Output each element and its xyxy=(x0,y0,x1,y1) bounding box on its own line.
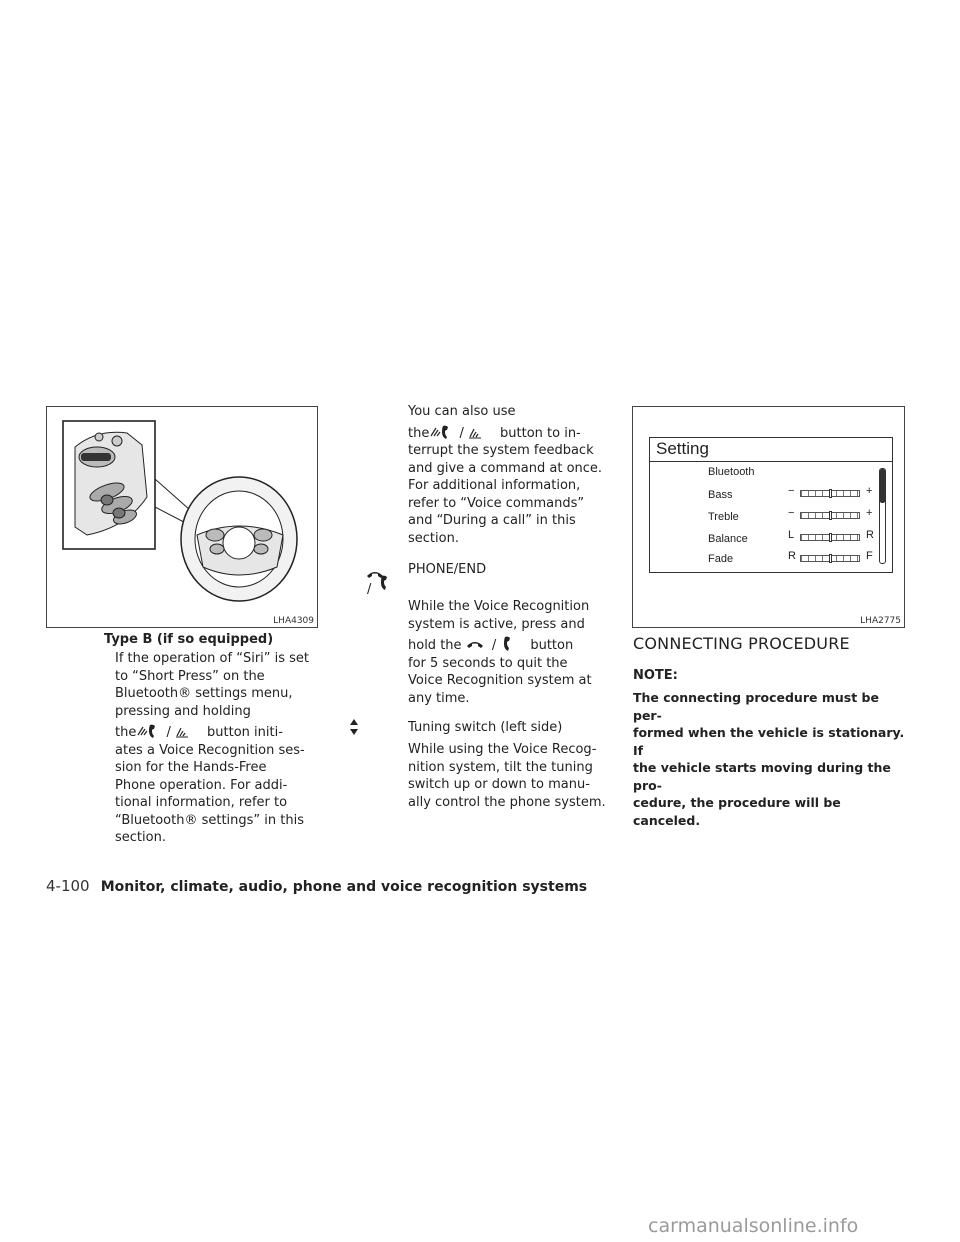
text-line: formed when the vehicle is stationary. If xyxy=(633,725,905,758)
chapter-title: Monitor, climate, audio, phone and voice recognition systems xyxy=(100,879,588,895)
treble-label: Treble xyxy=(708,511,739,523)
setting-screen-figure xyxy=(632,406,905,628)
page-footer xyxy=(46,876,587,895)
text-line: tional information, refer to xyxy=(115,795,288,810)
fade-slider xyxy=(800,555,860,562)
text-line: switch up or down to manu- xyxy=(408,777,590,792)
setting-screen xyxy=(649,437,893,573)
note-paragraph xyxy=(633,689,908,829)
phone-end-label: PHONE/END xyxy=(408,562,487,577)
treble-slider xyxy=(800,512,860,519)
text-fragment: button to in- xyxy=(500,425,581,441)
text-line: section. xyxy=(115,830,166,845)
fade-right-symbol: F xyxy=(866,550,873,562)
text-line: refer to “Voice commands” xyxy=(408,495,585,511)
talk-phone-icon xyxy=(136,723,158,739)
text-line: ates a Voice Recognition ses- xyxy=(115,742,305,758)
text-line: “Bluetooth® settings” in this xyxy=(115,812,304,828)
text-line: the vehicle starts moving during the pro- xyxy=(633,760,891,793)
text-line: ally control the phone system. xyxy=(408,794,606,810)
text-line: If the operation of “Siri” is set xyxy=(115,651,310,666)
slider-knob xyxy=(829,554,832,563)
text-fragment: the xyxy=(115,725,137,740)
balance-label: Balance xyxy=(708,533,748,545)
tuning-switch-label: Tuning switch (left side) xyxy=(408,720,563,735)
watermark: carmanualsonline.info xyxy=(648,1215,859,1237)
text-line: any time. xyxy=(408,690,470,706)
phone-end-icon xyxy=(366,564,384,574)
text-line: for 5 seconds to quit the xyxy=(408,655,568,671)
fade-label: Fade xyxy=(708,553,734,565)
text-line: Voice Recognition system at xyxy=(408,673,592,688)
phone-icon xyxy=(500,636,512,652)
bass-right-symbol: + xyxy=(866,485,873,497)
phone-end-icon xyxy=(466,636,484,652)
bass-slider xyxy=(800,490,860,497)
text-line: While using the Voice Recog- xyxy=(408,742,597,757)
voice-icon xyxy=(468,424,482,440)
phone-icon xyxy=(377,575,389,591)
text-line: and give a command at once. xyxy=(408,460,603,476)
note-label: NOTE: xyxy=(633,668,678,683)
text-line-with-icons xyxy=(115,723,320,742)
balance-right-symbol: R xyxy=(866,529,874,541)
text-line: nition system, tilt the tuning xyxy=(408,759,593,775)
text-line: You can also use xyxy=(408,404,516,419)
slider-knob xyxy=(829,489,832,498)
figure-code: LHA2775 xyxy=(860,616,901,626)
text-line: While the Voice Recognition xyxy=(408,599,590,614)
text-fragment: hold the xyxy=(408,638,462,653)
bass-left-symbol: − xyxy=(788,485,795,497)
fade-left-symbol: R xyxy=(788,550,796,562)
page-number: 4-100 xyxy=(46,877,90,895)
balance-slider xyxy=(800,534,860,541)
text-fragment: / xyxy=(459,425,464,441)
text-line: and “During a call” in this xyxy=(408,513,576,528)
interrupt-paragraph xyxy=(408,403,618,547)
treble-right-symbol: + xyxy=(866,507,873,519)
text-fragment: / xyxy=(166,725,171,740)
text-line: sion for the Hands-Free xyxy=(115,760,267,775)
steering-wheel-illustration xyxy=(47,407,317,627)
slider-knob xyxy=(829,511,832,520)
voice-icon xyxy=(175,723,189,739)
text-fragment: button initi- xyxy=(207,725,283,740)
setting-title: Setting xyxy=(650,438,892,462)
icon-separator: / xyxy=(367,582,372,597)
text-line: system is active, press and xyxy=(408,616,585,632)
bass-label: Bass xyxy=(708,489,733,501)
slider-knob xyxy=(829,533,832,542)
figure-caption: Type B (if so equipped) xyxy=(104,632,274,647)
tuning-switch-icon xyxy=(349,718,359,736)
text-line-with-icons xyxy=(408,636,618,655)
text-line: The connecting procedure must be per- xyxy=(633,690,879,723)
quit-paragraph xyxy=(408,598,618,707)
text-line: terrupt the system feedback xyxy=(408,443,594,458)
text-line: pressing and holding xyxy=(115,703,251,719)
tuning-paragraph xyxy=(408,741,623,811)
text-fragment: the xyxy=(408,425,430,441)
scrollbar-thumb xyxy=(880,469,885,503)
figure-code: LHA4309 xyxy=(273,616,314,626)
siri-paragraph xyxy=(115,650,320,847)
bluetooth-menu-item: Bluetooth xyxy=(708,466,755,478)
text-line-with-icons xyxy=(408,424,618,443)
section-heading: CONNECTING PROCEDURE xyxy=(633,634,850,653)
talk-phone-icon xyxy=(429,424,451,440)
text-fragment: button xyxy=(530,638,574,653)
text-line: to “Short Press” on the xyxy=(115,668,265,684)
text-line: Phone operation. For addi- xyxy=(115,777,288,793)
text-fragment: / xyxy=(491,638,497,653)
setting-scrollbar xyxy=(879,468,886,564)
text-line: section. xyxy=(408,530,459,546)
text-line: cedure, the procedure will be canceled. xyxy=(633,795,841,828)
treble-left-symbol: − xyxy=(788,507,795,519)
balance-left-symbol: L xyxy=(788,529,795,541)
text-line: For additional information, xyxy=(408,478,581,493)
text-line: Bluetooth® settings menu, xyxy=(115,686,293,701)
steering-wheel-figure xyxy=(46,406,318,628)
